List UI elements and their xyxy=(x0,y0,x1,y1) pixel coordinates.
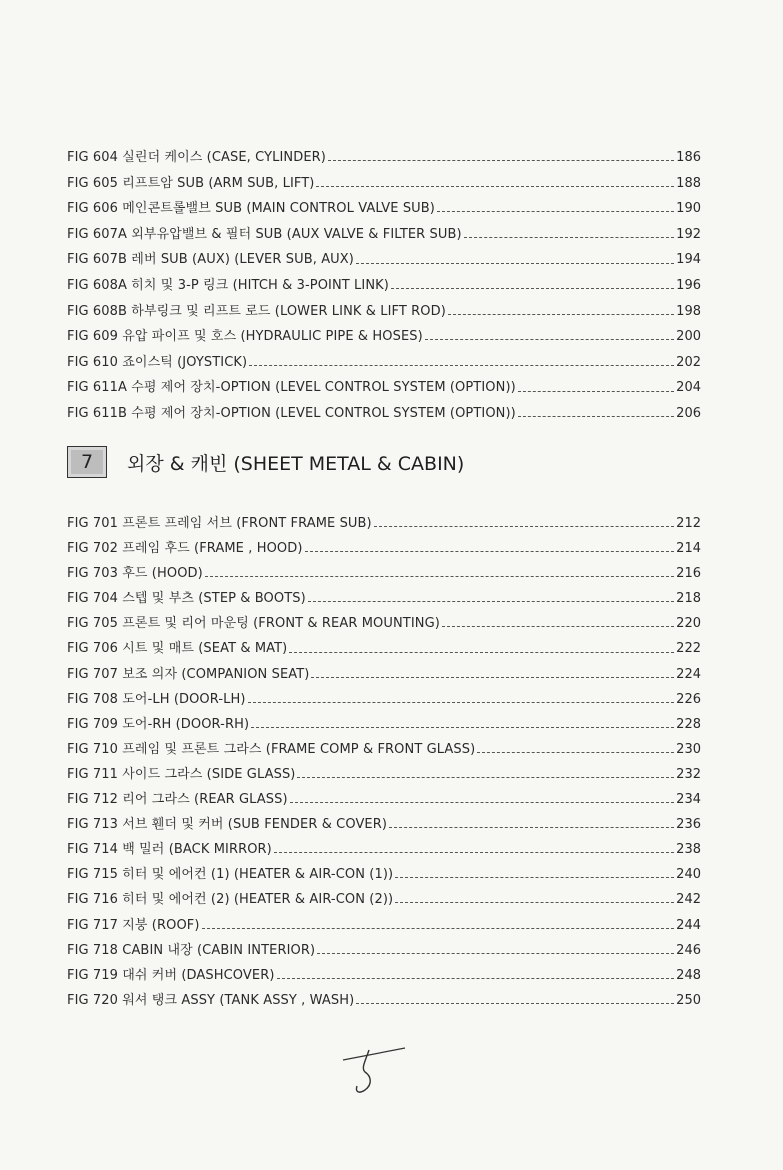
toc-entry-page-number: 246 xyxy=(676,942,701,958)
toc-entry[interactable] xyxy=(67,888,701,913)
toc-entry-label: FIG 710 프레임 및 프론트 그라스 (FRAME COMP & FRONT GLASS) xyxy=(67,741,476,757)
dotted-leader xyxy=(308,601,674,602)
toc-entry-label: FIG 701 프론트 프레임 서브 (FRONT FRAME SUB) xyxy=(67,516,372,531)
toc-entry-page-number: 188 xyxy=(676,175,701,191)
toc-entry-label: FIG 610 죠이스틱 (JOYSTICK) xyxy=(67,354,248,370)
toc-entry[interactable] xyxy=(67,248,701,274)
toc-entry-page-number: 220 xyxy=(676,616,701,632)
toc-entry[interactable] xyxy=(67,197,701,223)
toc-entry-label: FIG 604 실린더 케이스 (CASE, CYLINDER) xyxy=(67,150,326,165)
dotted-leader xyxy=(395,902,674,903)
toc-entry-label: FIG 606 메인콘트롤밸브 SUB (MAIN CONTROL VALVE SUB) xyxy=(67,201,435,217)
toc-entry-label: FIG 719 대쉬 커버 (DASHCOVER) xyxy=(67,967,275,983)
toc-entry-page-number: 228 xyxy=(676,716,701,732)
dotted-leader xyxy=(277,978,675,979)
toc-entry-page-number: 198 xyxy=(676,303,701,319)
toc-entry-label: FIG 711 사이드 그라스 (SIDE GLASS) xyxy=(67,766,296,782)
toc-entry-page-number: 224 xyxy=(676,666,701,682)
toc-entry-page-number: 232 xyxy=(676,766,701,782)
dotted-leader xyxy=(374,526,674,527)
toc-entry[interactable] xyxy=(67,223,701,249)
toc-entry-page-number: 234 xyxy=(676,792,701,808)
toc-entry[interactable] xyxy=(67,562,701,587)
toc-entry-label: FIG 718 CABIN 내장 (CABIN INTERIOR) xyxy=(67,942,316,958)
toc-entry[interactable] xyxy=(67,376,701,402)
toc-entry-label: FIG 715 히터 및 에어컨 (1) (HEATER & AIR-CON (1)) xyxy=(67,867,394,883)
toc-entry-label: FIG 608B 하부링크 및 리프트 로드 (LOWER LINK & LIFT ROD) xyxy=(67,303,446,319)
toc-entry[interactable] xyxy=(67,688,701,713)
toc-entry-page-number: 200 xyxy=(676,329,701,345)
toc-entry[interactable] xyxy=(67,964,701,989)
dotted-leader xyxy=(356,1003,674,1004)
toc-entry-label: FIG 703 후드 (HOOD) xyxy=(67,566,203,582)
toc-entry-page-number: 230 xyxy=(676,741,701,757)
toc-entry[interactable] xyxy=(67,612,701,637)
toc-entry-page-number: 204 xyxy=(676,380,701,396)
toc-entry[interactable] xyxy=(67,989,701,1014)
dotted-leader xyxy=(248,702,675,703)
toc-entry-page-number: 244 xyxy=(676,917,701,933)
toc-entry[interactable] xyxy=(67,738,701,763)
toc-entry-label: FIG 609 유압 파이프 및 호스 (HYDRAULIC PIPE & HOSES) xyxy=(67,329,423,345)
toc-section-7-list xyxy=(67,512,701,1014)
toc-entry-page-number: 186 xyxy=(676,150,701,165)
toc-entry-page-number: 222 xyxy=(676,641,701,657)
dotted-leader xyxy=(389,827,674,828)
dotted-leader xyxy=(297,777,674,778)
dotted-leader xyxy=(305,551,675,552)
dotted-leader xyxy=(477,752,674,753)
dotted-leader xyxy=(395,877,674,878)
toc-entry-page-number: 206 xyxy=(676,405,701,421)
dotted-leader xyxy=(518,391,674,392)
dotted-leader xyxy=(425,339,674,340)
dotted-leader xyxy=(442,626,674,627)
toc-entry-label: FIG 611B 수평 제어 장치-OPTION (LEVEL CONTROL SYSTEM (OPTION)) xyxy=(67,405,516,421)
toc-entry[interactable] xyxy=(67,537,701,562)
dotted-leader xyxy=(205,576,674,577)
toc-entry[interactable] xyxy=(67,351,701,377)
toc-entry[interactable] xyxy=(67,863,701,888)
toc-entry[interactable] xyxy=(67,402,701,428)
toc-entry-label: FIG 716 히터 및 에어컨 (2) (HEATER & AIR-CON (2)) xyxy=(67,892,394,908)
toc-entry-page-number: 238 xyxy=(676,842,701,858)
toc-entry[interactable] xyxy=(67,325,701,351)
dotted-leader xyxy=(328,160,674,161)
toc-section-6-list xyxy=(67,146,701,428)
dotted-leader xyxy=(289,652,674,653)
toc-entry-page-number: 236 xyxy=(676,817,701,833)
toc-entry-label: FIG 705 프론트 및 리어 마운팅 (FRONT & REAR MOUNTING) xyxy=(67,616,440,632)
toc-entry-page-number: 240 xyxy=(676,867,701,883)
toc-entry-page-number: 216 xyxy=(676,566,701,582)
toc-entry-page-number: 218 xyxy=(676,591,701,607)
toc-entry[interactable] xyxy=(67,172,701,198)
toc-entry-page-number: 196 xyxy=(676,277,701,293)
toc-entry-label: FIG 714 백 밀러 (BACK MIRROR) xyxy=(67,842,272,858)
toc-entry-page-number: 194 xyxy=(676,252,701,268)
section-7-header xyxy=(67,446,464,478)
toc-entry-label: FIG 706 시트 및 매트 (SEAT & MAT) xyxy=(67,641,288,657)
toc-entry[interactable] xyxy=(67,763,701,788)
toc-entry-page-number: 190 xyxy=(676,201,701,217)
toc-entry[interactable] xyxy=(67,637,701,662)
dotted-leader xyxy=(311,677,674,678)
dotted-leader xyxy=(391,288,674,289)
toc-entry-page-number: 214 xyxy=(676,541,701,557)
dotted-leader xyxy=(317,953,674,954)
toc-entry-page-number: 242 xyxy=(676,892,701,908)
dotted-leader xyxy=(316,186,674,187)
dotted-leader xyxy=(274,852,674,853)
toc-entry[interactable] xyxy=(67,512,701,537)
toc-entry-label: FIG 704 스텝 및 부츠 (STEP & BOOTS) xyxy=(67,591,306,607)
section-number-box: 7 xyxy=(67,446,107,478)
toc-entry-label: FIG 708 도어-LH (DOOR-LH) xyxy=(67,691,246,707)
toc-entry-label: FIG 702 프레임 후드 (FRAME , HOOD) xyxy=(67,541,303,557)
toc-entry-page-number: 248 xyxy=(676,967,701,983)
dotted-leader xyxy=(290,802,674,803)
toc-entry-label: FIG 707 보조 의자 (COMPANION SEAT) xyxy=(67,666,310,682)
toc-entry-label: FIG 709 도어-RH (DOOR-RH) xyxy=(67,716,250,732)
dotted-leader xyxy=(448,314,674,315)
toc-entry-label: FIG 607B 레버 SUB (AUX) (LEVER SUB, AUX) xyxy=(67,252,354,268)
toc-entry-label: FIG 608A 히치 및 3-P 링크 (HITCH & 3-POINT LINK) xyxy=(67,277,389,293)
toc-entry[interactable] xyxy=(67,713,701,738)
dotted-leader xyxy=(249,365,674,366)
toc-entry[interactable] xyxy=(67,788,701,813)
toc-entry[interactable] xyxy=(67,914,701,939)
toc-entry[interactable] xyxy=(67,663,701,688)
toc-entry-label: FIG 720 워셔 탱크 ASSY (TANK ASSY , WASH) xyxy=(67,992,355,1008)
toc-entry-page-number: 202 xyxy=(676,354,701,370)
toc-entry-label: FIG 605 리프트암 SUB (ARM SUB, LIFT) xyxy=(67,175,315,191)
dotted-leader xyxy=(518,416,674,417)
toc-entry[interactable] xyxy=(67,939,701,964)
toc-entry[interactable] xyxy=(67,146,701,172)
toc-entry-label: FIG 717 지붕 (ROOF) xyxy=(67,917,200,933)
toc-entry-page-number: 192 xyxy=(676,226,701,242)
toc-entry-page-number: 212 xyxy=(676,516,701,531)
section-title: 외장 & 캐빈 (SHEET METAL & CABIN) xyxy=(127,452,465,475)
toc-entry[interactable] xyxy=(67,300,701,326)
dotted-leader xyxy=(251,727,674,728)
toc-entry-page-number: 226 xyxy=(676,691,701,707)
toc-entry[interactable] xyxy=(67,838,701,863)
toc-entry-page-number: 250 xyxy=(676,992,701,1008)
toc-entry-label: FIG 712 리어 그라스 (REAR GLASS) xyxy=(67,792,288,808)
toc-entry-label: FIG 611A 수평 제어 장치-OPTION (LEVEL CONTROL SYSTEM (OPTION)) xyxy=(67,380,516,396)
toc-entry[interactable] xyxy=(67,813,701,838)
handwritten-signature xyxy=(335,1040,415,1100)
dotted-leader xyxy=(464,237,674,238)
dotted-leader xyxy=(437,211,674,212)
toc-entry-label: FIG 607A 외부유압밸브 & 필터 SUB (AUX VALVE & FILTER SUB) xyxy=(67,226,462,242)
toc-entry[interactable] xyxy=(67,274,701,300)
toc-entry-label: FIG 713 서브 휀더 및 커버 (SUB FENDER & COVER) xyxy=(67,817,388,833)
dotted-leader xyxy=(202,928,675,929)
dotted-leader xyxy=(356,263,674,264)
toc-entry[interactable] xyxy=(67,587,701,612)
